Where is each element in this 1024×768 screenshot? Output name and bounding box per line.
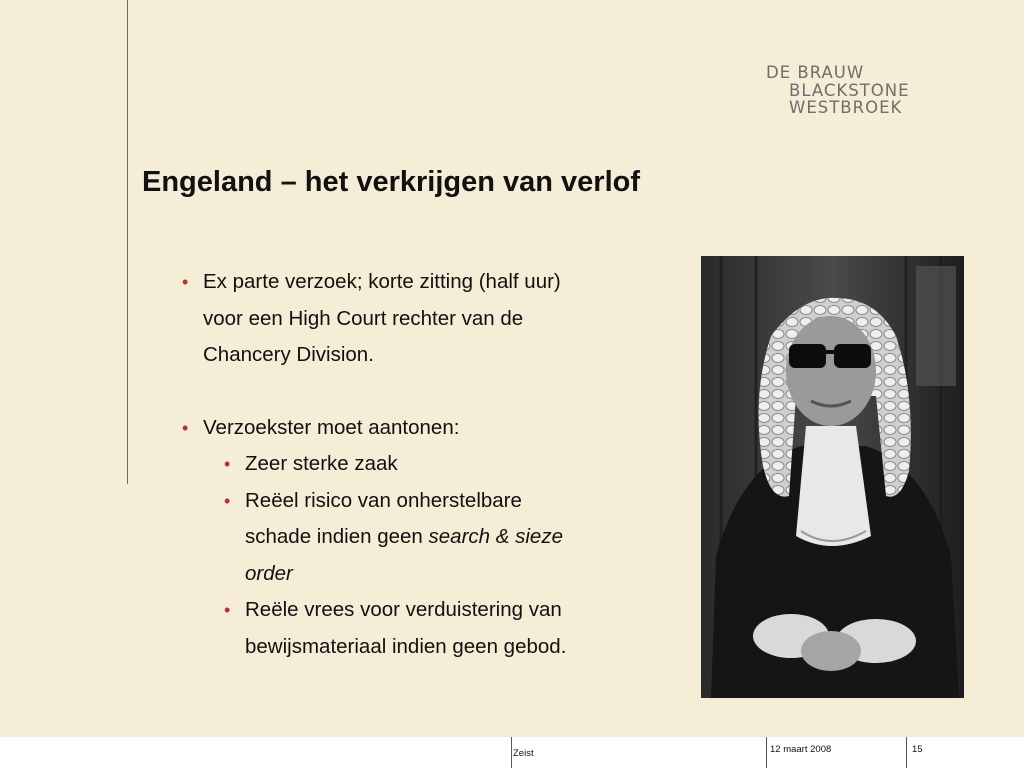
logo-line-3: WESTBROEK bbox=[789, 98, 903, 117]
bullet-item-2 bbox=[182, 410, 682, 447]
vertical-divider bbox=[127, 0, 128, 484]
bullet-text-italic: search & sieze bbox=[428, 525, 563, 548]
bullet-item-1 bbox=[182, 264, 682, 374]
company-logo bbox=[766, 64, 910, 117]
bullet-text: voor een High Court rechter van de bbox=[203, 306, 524, 330]
bullet-text: schade indien geen bbox=[245, 525, 429, 548]
bullet-icon: • bbox=[224, 490, 231, 511]
bullet-text: Reële vrees voor verduistering van bbox=[245, 598, 562, 621]
bullet-list bbox=[182, 264, 682, 665]
bullet-text: bewijsmateriaal indien geen gebod. bbox=[245, 634, 567, 658]
sub-bullet-item-2 bbox=[182, 483, 682, 593]
bullet-text: Chancery Division. bbox=[203, 343, 374, 366]
bullet-text: Reëel risico van onherstelbare bbox=[245, 488, 522, 512]
footer-date: 12 maart 2008 bbox=[770, 744, 832, 755]
footer-location: Zeist bbox=[513, 748, 534, 759]
bullet-icon: • bbox=[224, 454, 231, 474]
bullet-icon: • bbox=[224, 600, 231, 620]
bullet-text: Verzoekster moet aantonen: bbox=[203, 415, 460, 439]
footer-divider bbox=[511, 737, 512, 768]
logo-line-1: DE BRAUW bbox=[766, 63, 865, 82]
logo-line-2: BLACKSTONE bbox=[789, 80, 910, 100]
bullet-icon: • bbox=[182, 417, 189, 438]
sub-bullet-item-1 bbox=[182, 446, 682, 483]
bullet-text: Zeer sterke zaak bbox=[245, 452, 398, 475]
judge-portrait-photo bbox=[701, 256, 964, 698]
slide-title: Engeland – het verkrijgen van verlof bbox=[142, 166, 640, 198]
bullet-text-italic: order bbox=[245, 561, 293, 585]
footer-page-number: 15 bbox=[912, 744, 923, 755]
footer-divider bbox=[766, 737, 767, 768]
footer-divider bbox=[906, 737, 907, 768]
bullet-icon: • bbox=[182, 272, 189, 292]
sub-bullet-item-3 bbox=[182, 592, 682, 665]
footer-bar bbox=[0, 737, 1024, 768]
bullet-text-line bbox=[245, 519, 682, 556]
bullet-text: Ex parte verzoek; korte zitting (half uur) bbox=[203, 270, 561, 293]
